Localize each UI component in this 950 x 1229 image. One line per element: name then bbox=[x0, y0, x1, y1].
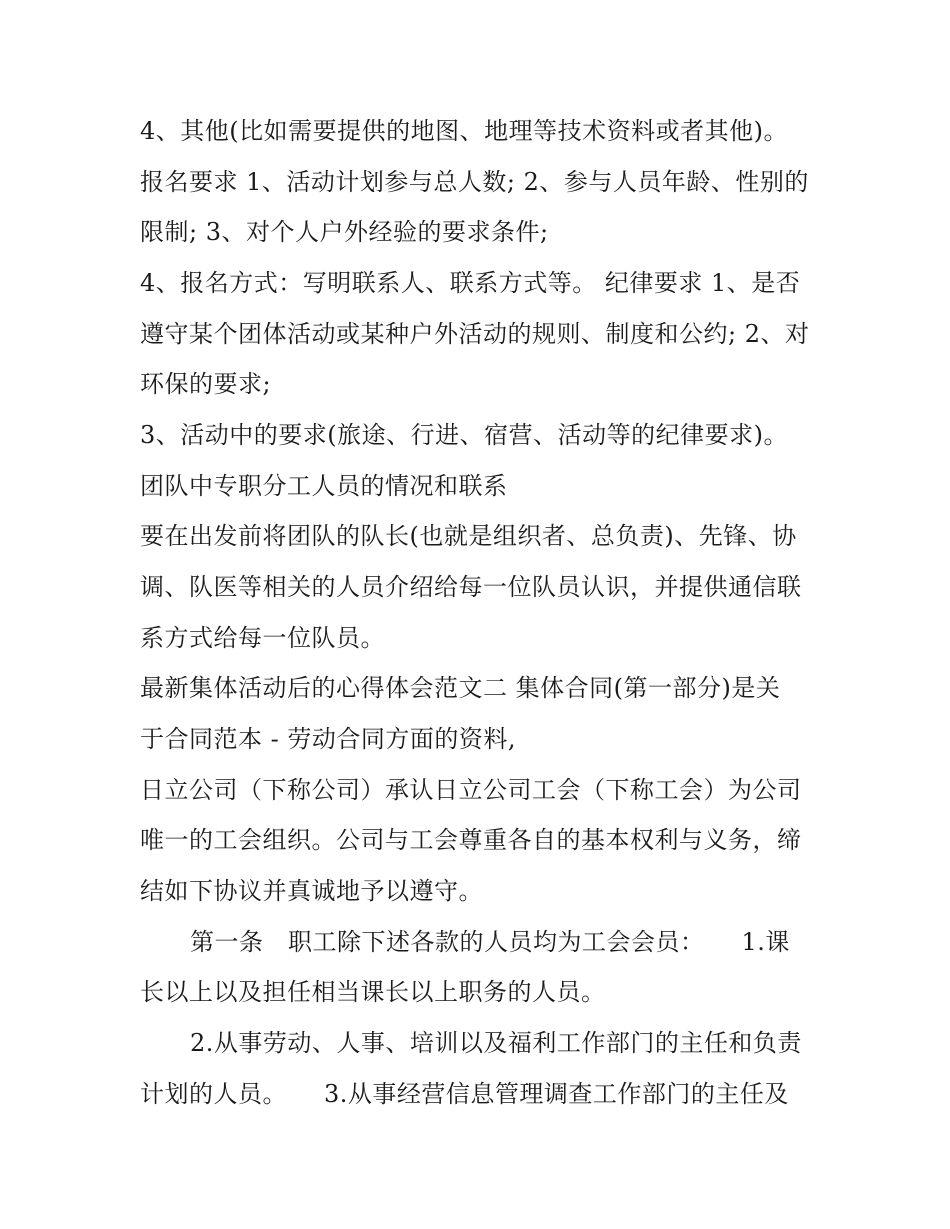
text-line: 团队中专职分工人员的情况和联系 bbox=[140, 472, 508, 500]
text-line: 调、队医等相关的人员介绍给每一位队员认识，并提供通信联 bbox=[140, 573, 802, 601]
text-line: 4、其他(比如需要提供的地图、地理等技术资料或者其他)。 bbox=[140, 117, 788, 145]
text-line: 要在出发前将团队的队长(也就是组织者、总负责)、先锋、协 bbox=[140, 522, 797, 550]
text-line: 第一条 职工除下述各款的人员均为工会会员： 1.课 bbox=[190, 928, 790, 956]
text-line: 4、报名方式：写明联系人、联系方式等。 纪律要求 1、是否 bbox=[140, 269, 801, 297]
text-line: 日立公司（下称公司）承认日立公司工会（下称工会）为公司 bbox=[140, 776, 802, 804]
text-line: 长以上以及担任相当课长以上职务的人员。 bbox=[140, 978, 606, 1006]
text-line: 结如下协议并真诚地予以遵守。 bbox=[140, 877, 483, 905]
text-line: 报名要求 1、活动计划参与总人数; 2、参与人员年龄、性别的 bbox=[140, 168, 809, 196]
text-line: 系方式给每一位队员。 bbox=[140, 624, 385, 652]
text-line: 环保的要求; bbox=[140, 370, 272, 398]
text-line: 3、活动中的要求(旅途、行进、宿营、活动等的纪律要求)。 bbox=[140, 421, 788, 449]
text-line: 限制; 3、对个人户外经验的要求条件; bbox=[140, 218, 549, 246]
text-line: 计划的人员。 3.从事经营信息管理调查工作部门的主任及 bbox=[140, 1080, 789, 1108]
text-line: 遵守某个团体活动或某种户外活动的规则、制度和公约; 2、对 bbox=[140, 320, 810, 348]
text-line: 唯一的工会组织。公司与工会尊重各自的基本权利与义务，缔 bbox=[140, 826, 802, 854]
text-line: 于合同范本 - 劳动合同方面的资料, bbox=[140, 725, 516, 753]
text-line: 2.从事劳动、人事、培训以及福利工作部门的主任和负责 bbox=[190, 1029, 802, 1057]
text-line: 最新集体活动后的心得体会范文二 集体合同(第一部分)是关 bbox=[140, 674, 781, 702]
